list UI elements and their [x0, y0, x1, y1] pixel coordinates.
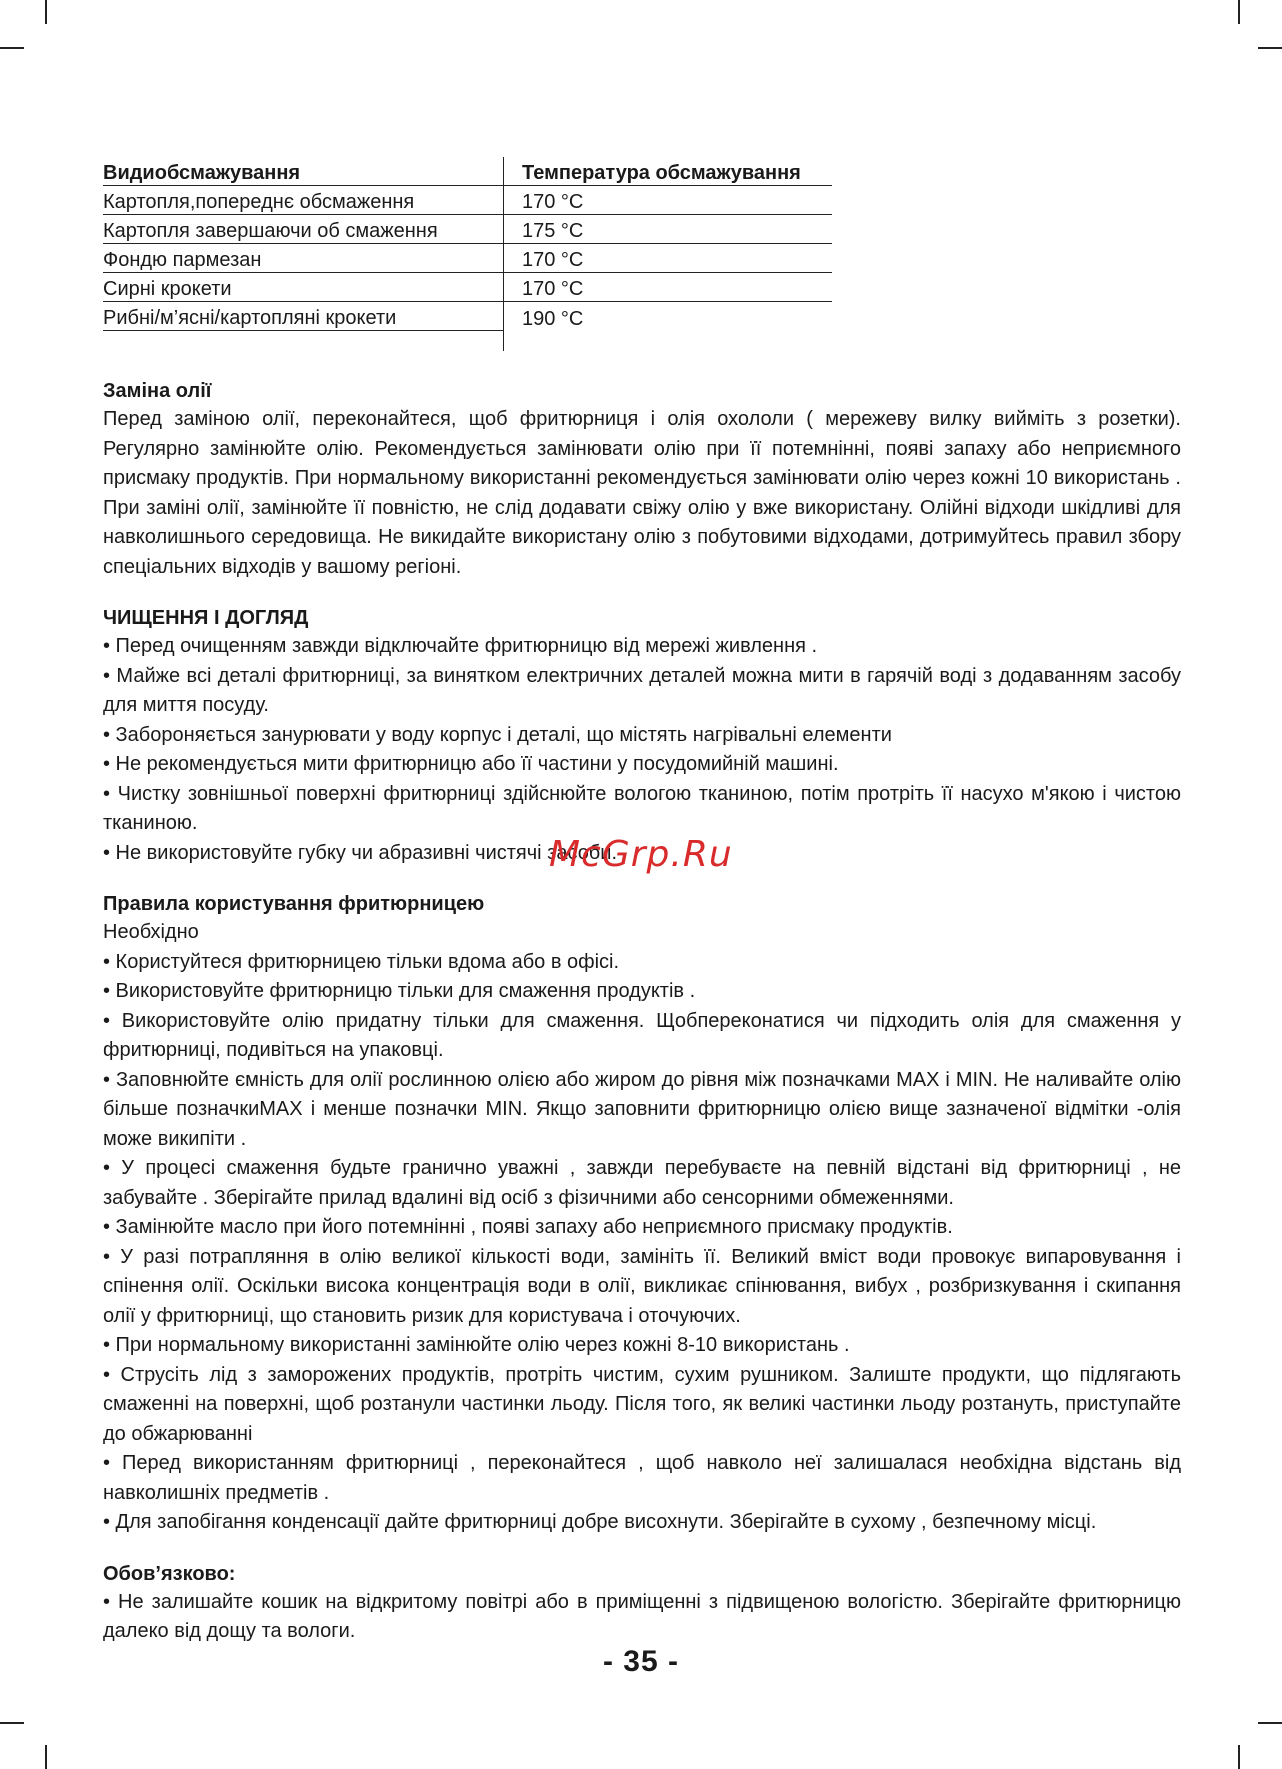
section-heading: Обов’язково: [103, 1562, 236, 1585]
table-cell: Рибні/м’ясні/картопляні крокети [103, 302, 504, 331]
mandatory-section [103, 1560, 1181, 1647]
list-item: • Замінюйте масло при його потемнінні , появі запаху або неприємного присмаку продуктів. [103, 1216, 953, 1238]
table-cell: 190 °C [504, 302, 833, 331]
watermark: McGrp.Ru [549, 834, 733, 875]
crop-mark [1238, 0, 1240, 24]
list-item: • Використовуйте олію придатну тільки для смаження. Щобпереконатися чи підходить олія для смаження у фритюрниці, подивіться на упаковці. [103, 1009, 1181, 1061]
section-heading: Правила користування фритюрницею [103, 893, 485, 915]
list-item: • Використовуйте фритюрницю тільки для смаження продуктів . [103, 980, 696, 1002]
page-number: - 35 - [602, 1645, 680, 1678]
list-item: • Забороняється занурювати у воду корпус і деталі, що містять нагрівальні елементи [103, 723, 892, 746]
list-item: • Перед використанням фритюрниці , переконайтеся , щоб навколо неї залишалася необхідна відстань від навколишніх предметів . [103, 1452, 1181, 1504]
table-cell: Картопля завершаючи об смаження [103, 215, 504, 244]
list-item: • Струсіть лід з заморожених продуктів, протріть чистим, сухим рушником. Залиште продукти, що підлягають смаженні на поверхні, щоб розтанули частинки льоду. Після того, як великі частинки льоду розтануть, приступайте до обжарюванні [103, 1363, 1181, 1445]
table-row [103, 302, 832, 331]
crop-mark [1258, 1722, 1282, 1724]
crop-mark [1258, 47, 1282, 49]
paragraph: Необхідно [103, 921, 199, 943]
section-heading: Заміна олії [103, 380, 212, 402]
table-tail [103, 331, 832, 352]
list-item: • Не рекомендується мити фритюрницю або її частини у посудомийній машині. [103, 753, 839, 775]
table-cell: Картопля,попереднє обсмаження [103, 186, 504, 215]
crop-mark [1238, 1745, 1240, 1769]
crop-mark [0, 47, 24, 49]
table-header-row [103, 157, 832, 186]
list-item: • При нормальному використанні замінюйте олію через кожні 8-10 використань . [103, 1334, 850, 1356]
table-cell: Фондю пармезан [103, 244, 504, 273]
usage-rules-section [103, 890, 1181, 1538]
table-cell: 170 °C [504, 186, 833, 215]
list-item: • Перед очищенням завжди відключайте фритюрницю від мережі живлення . [103, 635, 818, 657]
column-header: Температура обсмажування [504, 157, 833, 186]
column-header: Видиобсмажування [103, 157, 504, 186]
crop-mark [0, 1722, 24, 1724]
page-content [103, 157, 1181, 1647]
table-row [103, 244, 832, 273]
oil-change-section [103, 377, 1181, 582]
list-item: • Майже всі деталі фритюрниці, за винятком електричних деталей можна мити в гарячій воді з додаванням засобу для миття посуду. [103, 664, 1181, 716]
table-cell: 170 °C [504, 273, 833, 302]
crop-mark [45, 0, 47, 24]
table-cell: 175 °C [504, 215, 833, 244]
list-item: • У процесі смаження будьте гранично уважні , завжди перебуваєте на певній відстані від фритюрниці , не забувайте . Зберігайте прилад вдалині від осіб з фізичними або сенсорними обмеженнями. [103, 1157, 1181, 1209]
table-cell: Сирні крокети [103, 273, 504, 302]
paragraph: Перед заміною олії, переконайтеся, щоб фритюрниця і олія охололи ( мережеву вилку вийміть з розетки). Регулярно замінюйте олію. Рекомендується замінювати олію при її потемнінні, появі запаху або неприємного присмаку продуктів. При нормальному використанні рекомендується замінювати олію через кожні 10 використань . При заміні олії, замінюйте її повністю, не слід додавати свіжу олію у вже використану. Олійні відходи шкідливі для навколишнього середовища. Не викидайте використану олію з побутовими відходами, дотримуйтесь правил збору спеціальних відходів у вашому регіоні. [103, 408, 1181, 578]
list-item: • Чистку зовнішньої поверхні фритюрниці здійснюйте вологою тканиною, потім протріть її насухо м'якою і чистою тканиною. [103, 782, 1181, 834]
crop-mark [45, 1745, 47, 1769]
frying-temperature-table [103, 157, 832, 351]
list-item: • Для запобігання конденсації дайте фритюрниці добре висохнути. Зберігайте в сухому , безпечному місці. [103, 1511, 1097, 1533]
table-row [103, 215, 832, 244]
table-row [103, 273, 832, 302]
list-item: • Не використовуйте губку чи абразивні чистячі засоби. [103, 841, 617, 864]
list-item: • Заповнюйте ємність для олії рослинною олією або жиром до рівня між позначками MAX і MIN. Не наливайте олію більше позначкиMAX і менше позначки MIN. Якщо заповнити фритюрницю олією вище зазначеної відмітки -олія може википіти . [103, 1068, 1181, 1150]
section-heading: ЧИЩЕННЯ І ДОГЛЯД [103, 607, 309, 629]
cleaning-section [103, 604, 1181, 868]
table-row [103, 186, 832, 215]
list-item: • Користуйтеся фритюрницею тільки вдома або в офісі. [103, 950, 620, 973]
table-cell: 170 °C [504, 244, 833, 273]
list-item: • У разі потрапляння в олію великої кількості води, замініть її. Великий вміст води провокує випаровування і спінення олії. Оскільки висока концентрація води в олії, викликає спінювання, вибух , розбризкування і скипання олії у фритюрниці, що становить ризик для користувача і оточуючих. [103, 1245, 1181, 1327]
list-item: • Не залишайте кошик на відкритому повітрі або в приміщенні з підвищеною вологістю. Зберігайте фритюрницю далеко від дощу та вологи. [103, 1590, 1181, 1642]
